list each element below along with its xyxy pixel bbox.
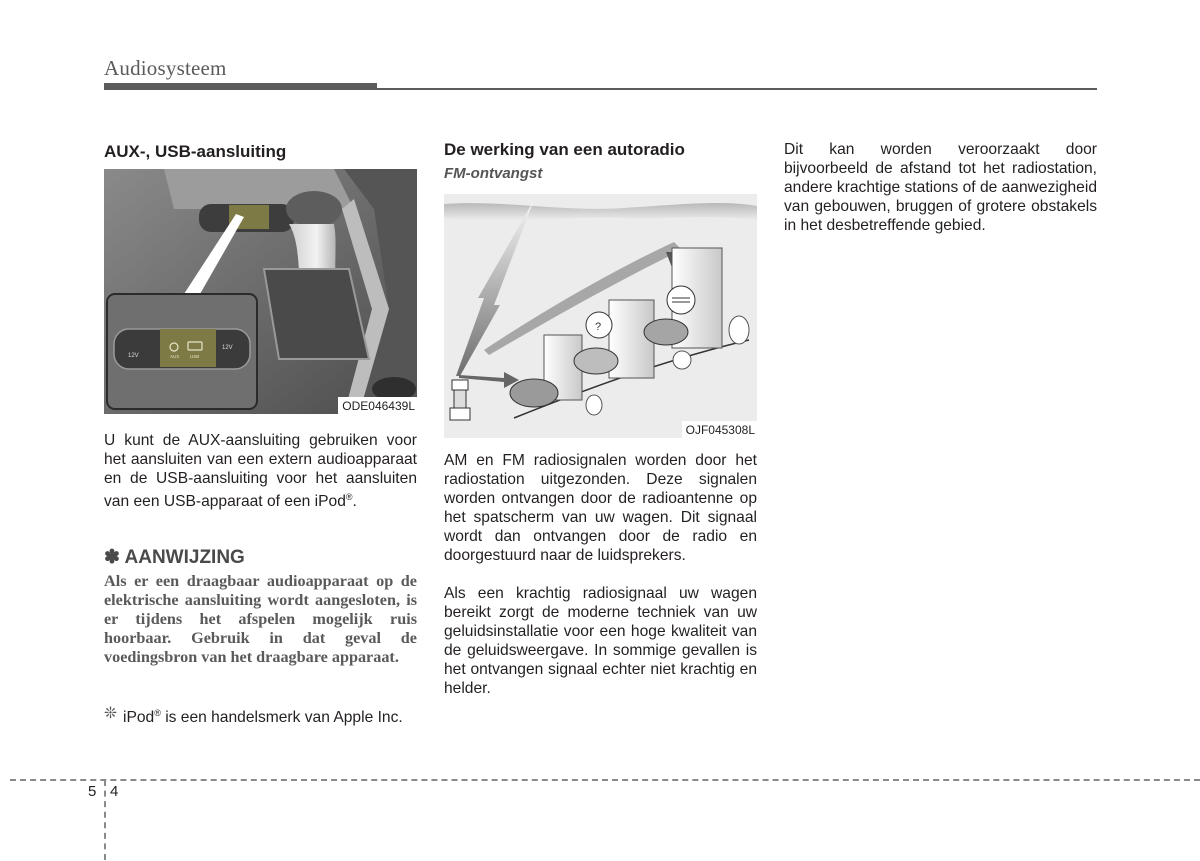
aux-usb-heading: AUX-, USB-aansluiting	[104, 142, 287, 161]
fm-subheading: FM-ontvangst	[444, 165, 543, 182]
chapter-number: 5	[88, 783, 97, 800]
note-star-icon: ✽	[104, 547, 120, 568]
radio-paragraph-2: Als een krachtig radiosignaal uw wagen bereikt zorgt de moderne techniek van uw geluidsinstallatie voor een hoge kwaliteit van de geluidsweergave. In sommige gevallen is het ontvangen signaal echter niet krachtig en helder.	[444, 585, 757, 697]
note-text: Als er een draagbaar audioapparaat op de elektrische aansluiting wordt aangesloten, is er tijdens het afspelen mogelijk ruis hoorbaar. Gebruik in dat geval de voedingsbron van het draagbare apparaat.	[104, 572, 417, 666]
footnote-asterisk-icon: ❊	[104, 705, 118, 722]
radio-paragraph-1: AM en FM radiosignalen worden door het radiostation uitgezonden. Deze signalen worden ontvangen door de radioantenne op het spatscherm van uw wagen. Dit signaal wordt dan ontvangen door de radio en doorgestuurd naar de luidsprekers.	[444, 452, 757, 564]
ipod-footnote: ❊ iPod® is een handelsmerk van Apple Inc.	[104, 705, 403, 727]
console-illustration	[104, 169, 417, 414]
svg-text:?: ?	[595, 321, 602, 333]
fm-reception-illustration	[444, 190, 757, 438]
header-rule-thin	[377, 88, 1097, 90]
footer-dashed-divider	[104, 780, 106, 860]
figure-code: OJF045308L	[682, 421, 757, 438]
section-title: Audiosysteem	[104, 56, 227, 80]
footer-dashed-rule	[10, 779, 1200, 781]
note-heading: ✽ AANWIJZING	[104, 547, 245, 568]
aux-usb-paragraph: U kunt de AUX-aansluiting gebruiken voor het aansluiten van een extern audioapparaat en de USB-aansluiting voor het aansluiten van een USB-apparaat of een iPod®.	[104, 432, 417, 511]
fm-reception-figure	[444, 190, 757, 438]
figure-code: ODE046439L	[338, 397, 417, 414]
radio-heading: De werking van een autoradio	[444, 140, 685, 159]
svg-text:12V: 12V	[128, 353, 139, 359]
header-rule-thick	[104, 83, 377, 90]
svg-text:USB: USB	[190, 354, 200, 359]
aux-usb-figure	[104, 169, 417, 414]
page-number: 4	[110, 783, 119, 800]
svg-text:AUX: AUX	[170, 354, 180, 359]
interference-paragraph: Dit kan worden veroorzaakt door bijvoorbeeld de afstand tot het radiostation, andere krachtige stations of de aanwezigheid van gebouwen, bruggen of grotere obstakels in het desbetreffende gebied.	[784, 141, 1097, 234]
svg-text:12V: 12V	[222, 345, 233, 351]
